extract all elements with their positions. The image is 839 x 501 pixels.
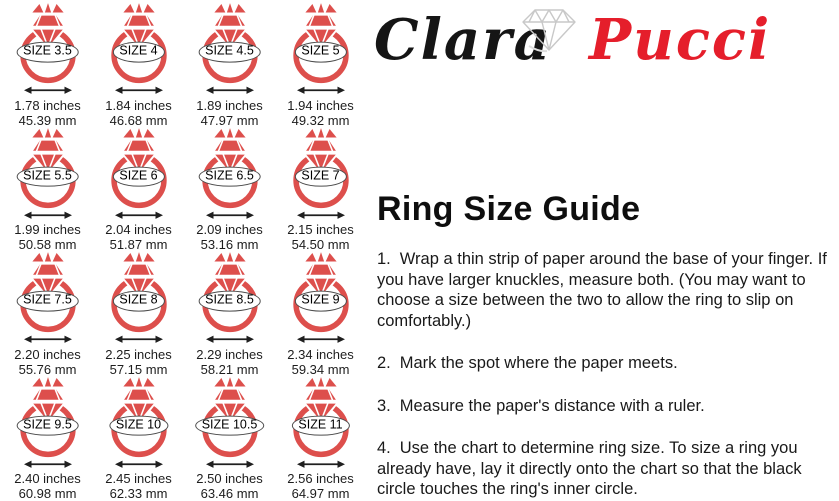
ring-diameter-mm: 50.58 mm xyxy=(18,237,77,252)
ring-diameter-mm: 46.68 mm xyxy=(109,112,168,128)
step-3-number: 3. xyxy=(377,396,391,415)
ring-diameter-inches: 2.50 inches xyxy=(196,471,263,486)
ring-size-cell xyxy=(275,377,366,501)
diameter-arrow-icon xyxy=(288,334,354,345)
step-4-text: Use the chart to determine ring size. To size a ring you already have, lay it directly onto the chart so that the black circle touches the ring's inner circle. xyxy=(377,439,802,498)
ring-size-label: SIZE 6.5 xyxy=(198,166,261,187)
diameter-arrow-icon xyxy=(197,459,263,470)
ring-with-diamond-icon xyxy=(191,377,269,460)
ring-size-label: SIZE 7 xyxy=(294,166,346,187)
ring-size-cell xyxy=(275,128,366,253)
ring-size-label: SIZE 8.5 xyxy=(198,291,261,312)
ring-size-label: SIZE 4.5 xyxy=(198,42,261,63)
ring-size-cell xyxy=(184,252,275,377)
ring-measurements xyxy=(105,471,172,501)
diameter-arrow-icon xyxy=(15,459,81,470)
ring-with-diamond-icon xyxy=(100,377,178,460)
ring-measurements xyxy=(287,222,354,252)
ring-diameter-mm: 51.87 mm xyxy=(109,237,168,252)
ring-size-label: SIZE 9 xyxy=(294,291,346,312)
ring-diameter-inches: 2.29 inches xyxy=(196,346,263,362)
ring-size-cell xyxy=(93,252,184,377)
ring-measurements xyxy=(105,347,172,377)
ring-size-label: SIZE 10 xyxy=(109,415,168,436)
ring-measurements xyxy=(196,222,263,252)
ring-diameter-mm: 58.21 mm xyxy=(200,361,259,377)
step-3 xyxy=(377,396,832,417)
diameter-arrow-icon xyxy=(15,85,81,96)
ring-with-diamond-icon xyxy=(9,128,87,211)
ring-diameter-mm: 60.98 mm xyxy=(18,486,77,501)
ring-with-diamond-icon xyxy=(9,3,87,86)
brand-name-pucci: Pucci xyxy=(589,7,772,73)
diameter-arrow-icon xyxy=(288,210,354,221)
ring-diameter-inches: 1.84 inches xyxy=(105,97,172,113)
diameter-arrow-icon xyxy=(197,334,263,345)
ring-measurements xyxy=(14,347,81,377)
ring-diameter-inches: 1.99 inches xyxy=(14,222,81,237)
page-title: Ring Size Guide xyxy=(377,190,641,228)
ring-size-cell xyxy=(184,3,275,128)
step-4 xyxy=(377,438,832,500)
ring-measurements xyxy=(287,347,354,377)
ring-diameter-inches: 2.45 inches xyxy=(105,471,172,486)
step-2-text: Mark the spot where the paper meets. xyxy=(399,354,678,372)
ring-size-cell xyxy=(93,128,184,253)
ring-size-label: SIZE 8 xyxy=(112,291,164,312)
ring-size-label: SIZE 9.5 xyxy=(16,415,79,436)
ring-size-label: SIZE 4 xyxy=(112,42,164,63)
ring-with-diamond-icon xyxy=(282,377,360,460)
ring-diameter-inches: 1.94 inches xyxy=(287,97,354,113)
ring-diameter-mm: 53.16 mm xyxy=(200,237,259,252)
ring-with-diamond-icon xyxy=(191,3,269,86)
ring-size-cell xyxy=(2,3,93,128)
ring-measurements xyxy=(105,98,172,128)
ring-diameter-mm: 49.32 mm xyxy=(291,112,350,128)
ring-measurements xyxy=(105,222,172,252)
ring-size-grid xyxy=(2,3,366,501)
ring-measurements xyxy=(196,347,263,377)
ring-diameter-mm: 47.97 mm xyxy=(200,112,259,128)
ring-measurements xyxy=(14,222,81,252)
ring-diameter-mm: 62.33 mm xyxy=(109,486,168,501)
step-1 xyxy=(377,249,832,331)
ring-measurements xyxy=(287,98,354,128)
diameter-arrow-icon xyxy=(197,210,263,221)
ring-size-cell xyxy=(2,128,93,253)
ring-diameter-inches: 2.25 inches xyxy=(105,346,172,362)
diameter-arrow-icon xyxy=(106,85,172,96)
ring-with-diamond-icon xyxy=(282,128,360,211)
ring-with-diamond-icon xyxy=(191,252,269,335)
diameter-arrow-icon xyxy=(106,459,172,470)
ring-diameter-mm: 55.76 mm xyxy=(18,361,77,377)
ring-size-label: SIZE 10.5 xyxy=(195,415,265,436)
diameter-arrow-icon xyxy=(15,334,81,345)
ring-size-cell xyxy=(184,128,275,253)
ring-size-label: SIZE 5.5 xyxy=(16,166,79,187)
ring-size-cell xyxy=(93,377,184,501)
ring-with-diamond-icon xyxy=(191,128,269,211)
brand-name-clara: Clara xyxy=(374,7,552,73)
ring-size-cell xyxy=(93,3,184,128)
ring-size-cell xyxy=(275,3,366,128)
ring-with-diamond-icon xyxy=(282,252,360,335)
ring-diameter-mm: 57.15 mm xyxy=(109,361,168,377)
ring-with-diamond-icon xyxy=(100,252,178,335)
ring-size-cell xyxy=(184,377,275,501)
ring-size-label: SIZE 11 xyxy=(291,415,349,436)
diamond-outline-icon xyxy=(517,5,581,53)
ring-diameter-mm: 54.50 mm xyxy=(291,237,350,252)
ring-diameter-inches: 2.20 inches xyxy=(14,346,81,362)
step-4-number: 4. xyxy=(377,439,391,457)
ring-diameter-inches: 2.15 inches xyxy=(287,222,354,237)
ring-diameter-inches: 2.34 inches xyxy=(287,346,354,362)
ring-with-diamond-icon xyxy=(282,3,360,86)
ring-with-diamond-icon xyxy=(100,3,178,86)
diameter-arrow-icon xyxy=(15,210,81,221)
ring-diameter-inches: 2.04 inches xyxy=(105,222,172,237)
ring-diameter-mm: 64.97 mm xyxy=(291,486,350,501)
instruction-steps xyxy=(377,249,832,501)
diameter-arrow-icon xyxy=(106,210,172,221)
diameter-arrow-icon xyxy=(288,85,354,96)
ring-measurements xyxy=(287,471,354,501)
step-2-number: 2. xyxy=(377,354,391,372)
ring-with-diamond-icon xyxy=(9,252,87,335)
ring-diameter-inches: 1.89 inches xyxy=(196,97,263,113)
ring-with-diamond-icon xyxy=(9,377,87,460)
ring-diameter-mm: 59.34 mm xyxy=(291,361,350,377)
ring-diameter-mm: 63.46 mm xyxy=(200,486,259,501)
step-1-number: 1. xyxy=(377,250,391,268)
step-2 xyxy=(377,353,832,374)
ring-diameter-inches: 1.78 inches xyxy=(14,97,81,113)
step-3-text: Measure the paper's distance with a ruler. xyxy=(399,396,705,415)
ring-size-label: SIZE 6 xyxy=(112,166,164,187)
diameter-arrow-icon xyxy=(197,85,263,96)
ring-measurements xyxy=(196,98,263,128)
ring-size-label: SIZE 5 xyxy=(294,42,346,63)
ring-size-cell xyxy=(275,252,366,377)
ring-diameter-inches: 2.09 inches xyxy=(196,222,263,237)
diameter-arrow-icon xyxy=(288,459,354,470)
step-1-text: Wrap a thin strip of paper around the base of your finger. If you have larger knuckles, measure both. (You may want to choose a size between the two to allow the ring to slip on comfortably.) xyxy=(377,250,827,330)
ring-measurements xyxy=(196,471,263,501)
ring-measurements xyxy=(14,98,81,128)
ring-diameter-inches: 2.56 inches xyxy=(287,471,354,486)
ring-diameter-mm: 45.39 mm xyxy=(18,112,77,128)
ring-measurements xyxy=(14,471,81,501)
ring-size-cell xyxy=(2,377,93,501)
ring-with-diamond-icon xyxy=(100,128,178,211)
diameter-arrow-icon xyxy=(106,334,172,345)
ring-size-cell xyxy=(2,252,93,377)
ring-size-label: SIZE 7.5 xyxy=(16,291,79,312)
ring-size-label: SIZE 3.5 xyxy=(16,42,79,63)
ring-diameter-inches: 2.40 inches xyxy=(14,471,81,486)
